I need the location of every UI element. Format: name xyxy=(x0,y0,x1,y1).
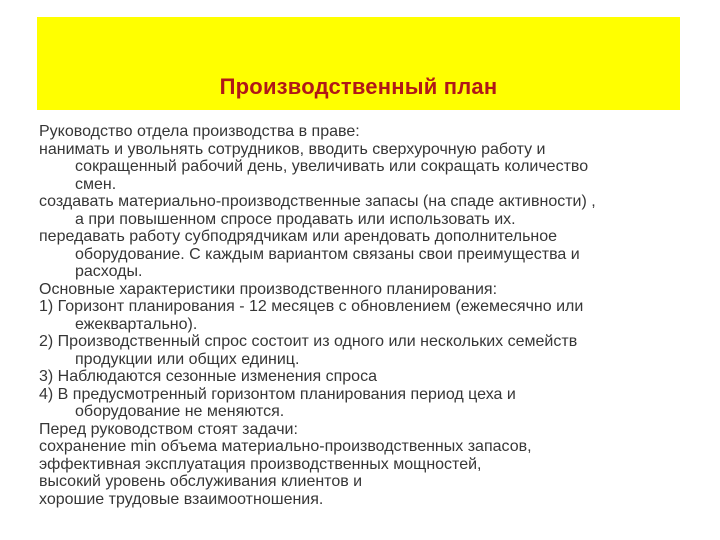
text-line: 3) Наблюдаются сезонные изменения спроса xyxy=(39,368,377,385)
text-line: Основные характеристики производственного планирования: xyxy=(39,280,498,298)
text-line: высокий уровень обслуживания клиентов и xyxy=(39,473,363,490)
text-line: 2) Производственный спрос состоит из одного или нескольких семейств xyxy=(39,333,578,350)
text-line: Перед руководством стоят задачи: xyxy=(39,420,298,438)
text-line: расходы. xyxy=(75,263,143,280)
text-line: хорошие трудовые взаимоотношения. xyxy=(39,490,324,508)
text-line: оборудование не меняются. xyxy=(75,403,285,420)
text-line: Руководство отдела производства в праве: xyxy=(39,123,360,140)
text-line: оборудование. С каждым вариантом связаны свои преимущества и xyxy=(75,245,580,263)
text-line: передавать работу субподрядчикам или арендовать дополнительное xyxy=(39,228,558,245)
slide-title: Производственный план xyxy=(219,74,498,99)
text-line: сохранение min объема материально-производственных запасов, xyxy=(39,438,532,455)
text-line: создавать материально-производственные запасы (на спаде активности) , xyxy=(39,193,596,210)
text-line: ежеквартально). xyxy=(75,315,198,333)
text-line: 4) В предусмотренный горизонтом планирования период цеха и xyxy=(39,385,516,403)
text-line: эффективная эксплуатация производственных мощностей, xyxy=(39,455,482,473)
text-line: а при повышенном спросе продавать или использовать их. xyxy=(75,210,516,228)
text-line: сокращенный рабочий день, увеличивать или сокращать количество xyxy=(75,158,589,175)
text-line: продукции или общих единиц. xyxy=(75,350,300,368)
text-line: смен. xyxy=(75,175,117,193)
text-line: нанимать и увольнять сотрудников, вводить сверхурочную работу и xyxy=(39,140,546,158)
slide-body-text xyxy=(39,123,684,508)
text-line: 1) Горизонт планирования - 12 месяцев с обновлением (ежемесячно или xyxy=(39,298,584,315)
title-band xyxy=(37,17,680,110)
